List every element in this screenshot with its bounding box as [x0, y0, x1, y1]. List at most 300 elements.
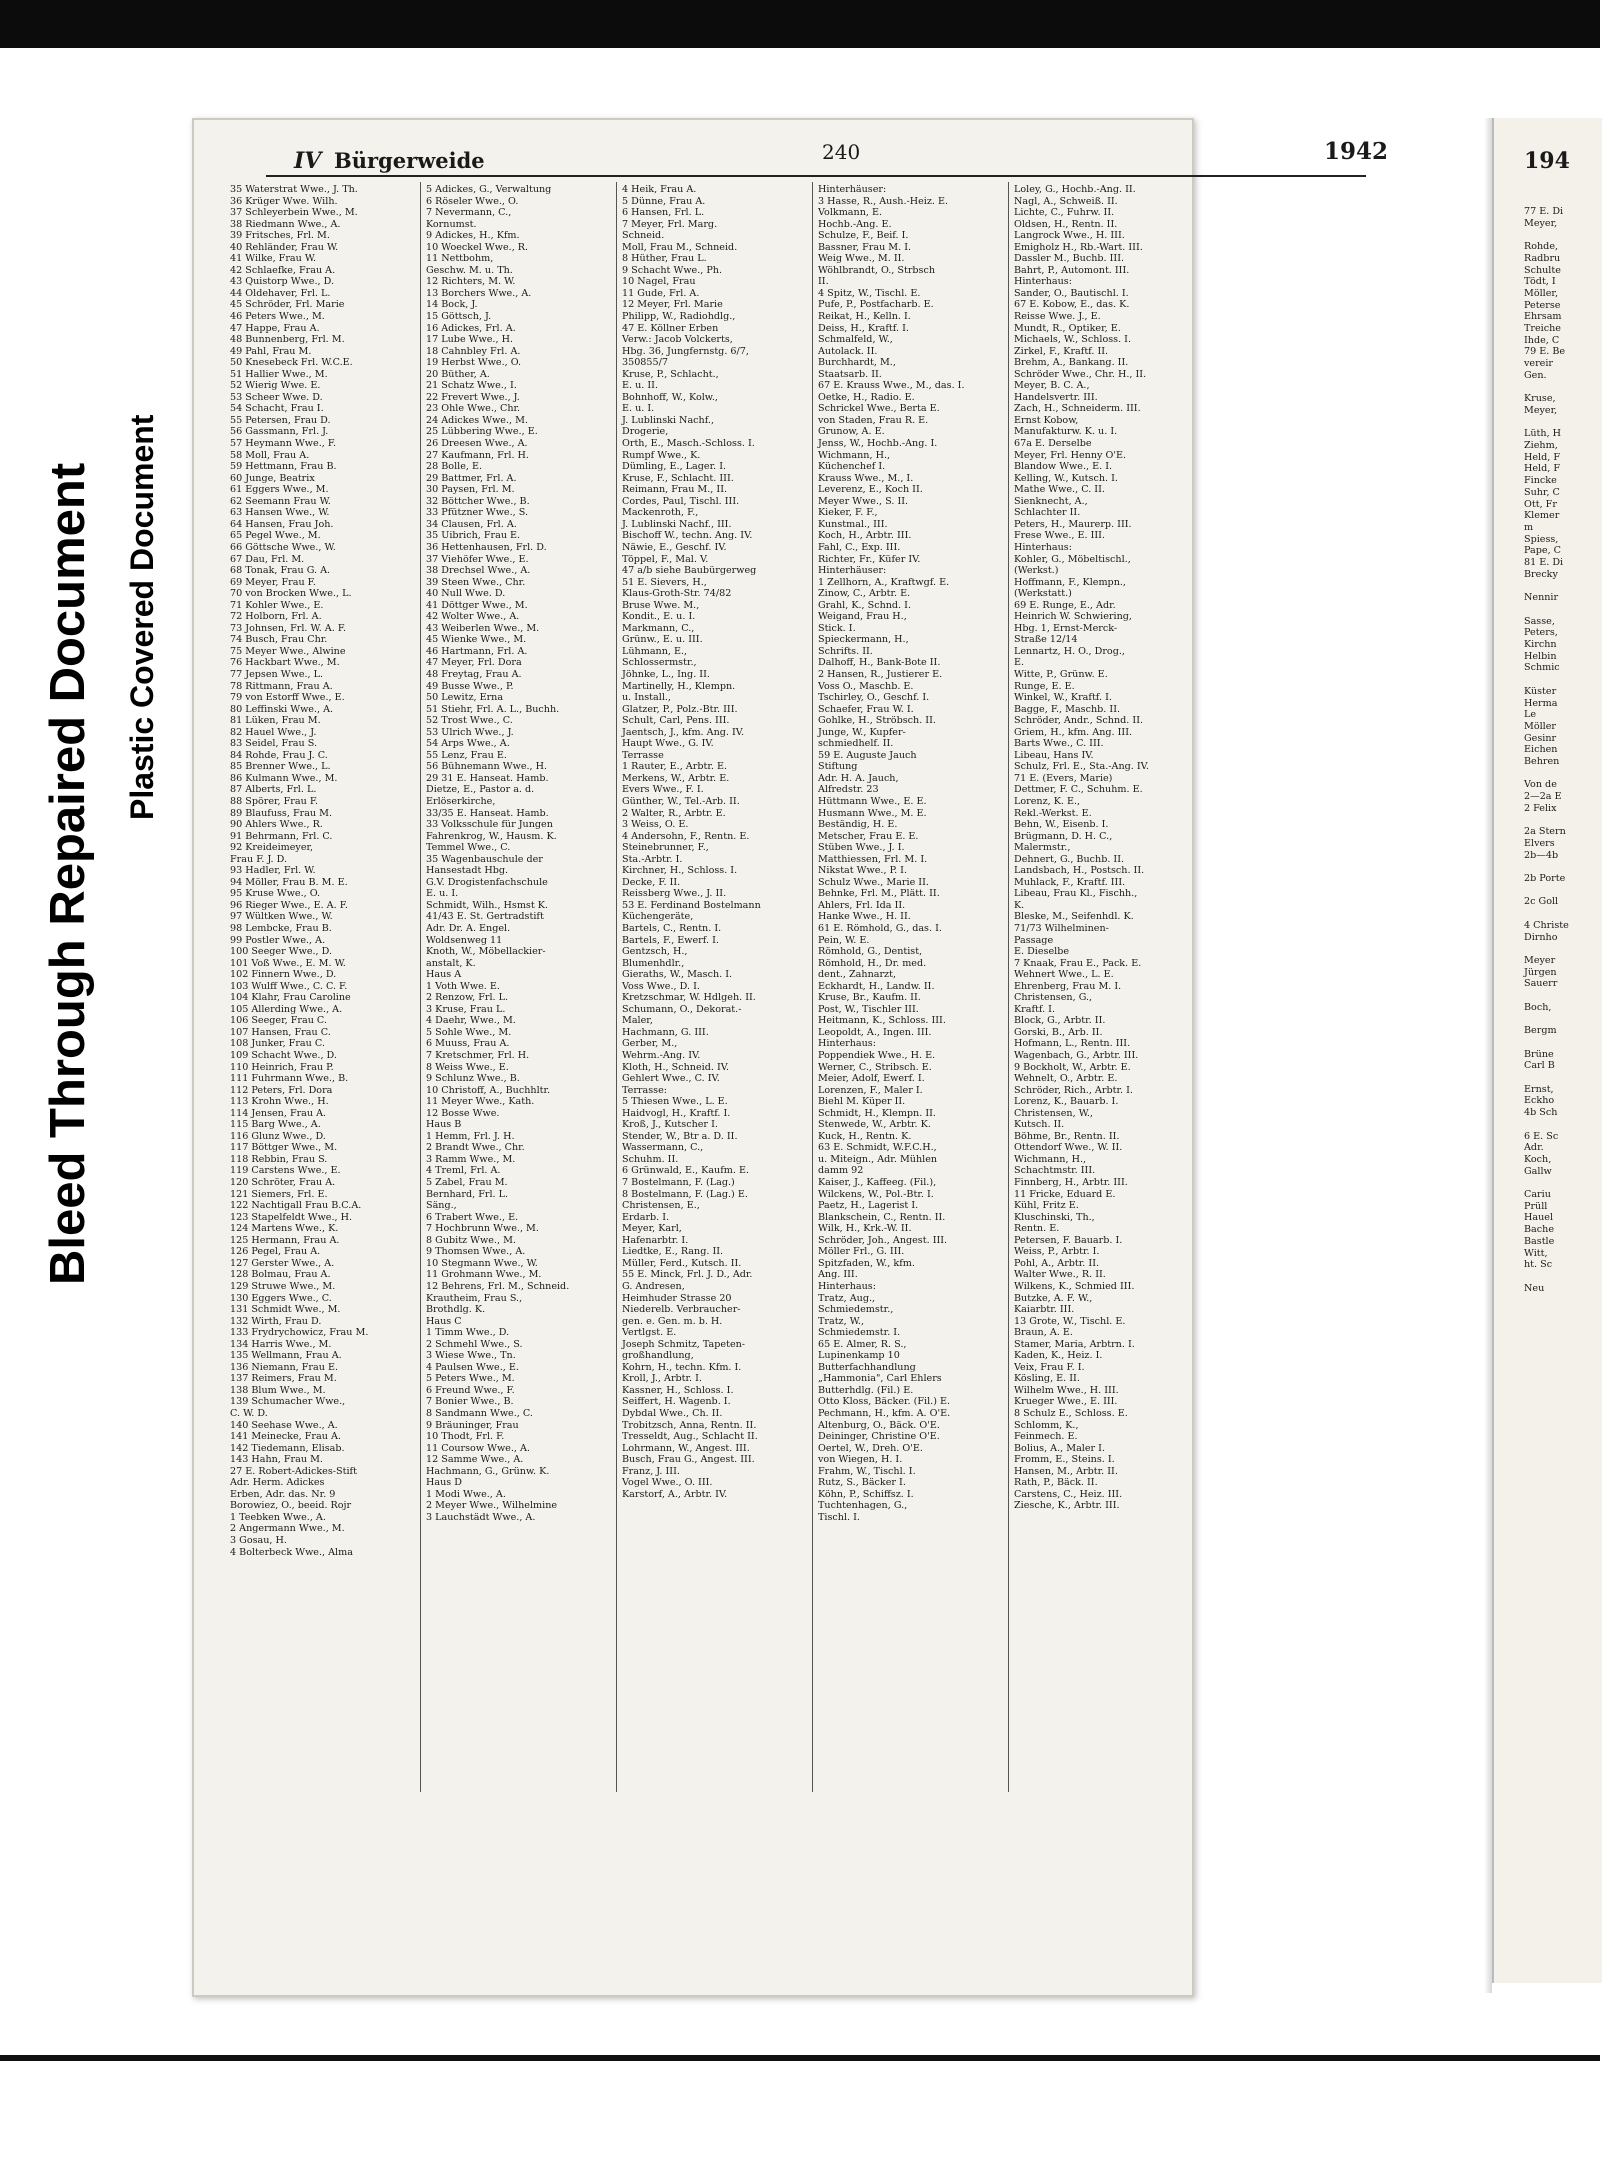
directory-entry: Bischoff W., techn. Ang. IV. — [622, 530, 753, 542]
directory-entry: Blandow Wwe., E. I. — [1014, 461, 1113, 473]
directory-entry: 140 Seehase Wwe., A. — [230, 1419, 338, 1431]
directory-entry: Behn, W., Eisenb. I. — [1014, 819, 1109, 831]
adjacent-entry: Behren — [1524, 756, 1560, 768]
directory-entry: Koch, H., Arbtr. III. — [818, 530, 912, 542]
directory-entry: dent., Zahnarzt, — [818, 969, 897, 981]
directory-entry: Wichmann, H., — [1014, 1153, 1087, 1165]
directory-entry: Dehnert, G., Buchb. II. — [1014, 853, 1125, 865]
directory-entry: 119 Carstens Wwe., E. — [230, 1165, 341, 1177]
directory-entry: 129 Struwe Wwe., M. — [230, 1280, 336, 1292]
directory-entry: 8 Weiss Wwe., E. — [426, 1061, 509, 1073]
directory-entry: 42 Wolter Wwe., A. — [426, 611, 520, 623]
directory-entry: Meyer Wwe., S. II. — [818, 495, 909, 507]
adjacent-entry — [1524, 1072, 1604, 1084]
directory-entry: Frahm, W., Tischl. I. — [818, 1465, 916, 1477]
directory-entry: Bleske, M., Seifenhdl. K. — [1014, 911, 1134, 923]
directory-entry: 45 Wienke Wwe., M. — [426, 634, 527, 646]
adjacent-entry: Möller, — [1524, 287, 1558, 299]
directory-entry: 6 Röseler Wwe., O. — [426, 195, 519, 207]
directory-entry: 71/73 Wilhelminen- — [1014, 923, 1109, 934]
adjacent-entry: Gallw — [1524, 1165, 1552, 1177]
directory-entry: 10 Nagel, Frau — [622, 276, 696, 288]
directory-entry: 127 Gerster Wwe., A. — [230, 1257, 335, 1269]
adjacent-entry — [1524, 861, 1604, 873]
directory-entry: Krauss Wwe., M., I. — [818, 472, 914, 484]
directory-entry: Dassler M., Buchb. III. — [1014, 253, 1125, 265]
directory-entry: 52 Trost Wwe., C. — [426, 715, 513, 727]
directory-entry: 90 Ahlers Wwe., R. — [230, 819, 323, 831]
directory-entry: Schulze, F., Beif. I. — [818, 230, 909, 242]
directory-entry: 5 Thiesen Wwe., L. E. — [622, 1096, 728, 1108]
directory-entry: Schmidt, Wilh., Hsmst K. — [426, 899, 548, 911]
adjacent-entry: Eckho — [1524, 1095, 1555, 1107]
directory-entry: Kohler, G., Möbeltischl., — [1014, 553, 1131, 565]
directory-entry: 29 31 E. Hanseat. Hamb. — [426, 772, 549, 784]
directory-entry: Tresseldt, Aug., Schlacht II. — [622, 1431, 758, 1443]
directory-entry: 12 Bosse Wwe. — [426, 1107, 500, 1119]
directory-entry: Biehl M. Küper II. — [818, 1096, 906, 1108]
adjacent-entry: 6 E. Sc — [1524, 1130, 1559, 1142]
directory-entry: Weiss, P., Arbtr. I. — [1014, 1246, 1100, 1258]
directory-entry: 2 Schmehl Wwe., S. — [426, 1338, 523, 1350]
adjacent-entry: Hauel — [1524, 1212, 1554, 1224]
directory-entry: „Hammonia", Carl Ehlers — [818, 1373, 942, 1385]
directory-entry: Temmel Wwe., C. — [426, 842, 511, 854]
directory-entry: 56 Gassmann, Frl. J. — [230, 426, 329, 438]
directory-entry: Weigand, Frau H., — [818, 611, 907, 623]
directory-entry: Lorenz, K., Bauarb. I. — [1014, 1096, 1119, 1108]
directory-entry: 45 Schröder, Frl. Marie — [230, 299, 345, 311]
directory-entry: Metscher, Frau E. E. — [818, 830, 919, 842]
directory-entry: Merkens, W., Arbtr. E. — [622, 772, 730, 784]
adjacent-entry: Held, F — [1524, 463, 1561, 475]
directory-entry: 109 Schacht Wwe., D. — [230, 1050, 337, 1062]
directory-entry: Stenwede, W., Arbtr. K. — [818, 1119, 931, 1131]
directory-entry: Decke, F. II. — [622, 876, 681, 888]
directory-entry: 128 Bolmau, Frau A. — [230, 1269, 331, 1281]
directory-entry: Trobitzsch, Anna, Rentn. II. — [622, 1419, 757, 1431]
directory-entry: 22 Frevert Wwe., J. — [426, 391, 520, 403]
directory-entry: Mundt, R., Optiker, E. — [1014, 322, 1121, 334]
directory-entry: Hüttmann Wwe., E. E. — [818, 795, 927, 807]
directory-entry: Voss Wwe., D. I. — [622, 980, 700, 992]
directory-entry: 67a E. Derselbe — [1014, 438, 1092, 450]
directory-entry: Schmidt, H., Klempn. II. — [818, 1107, 936, 1119]
directory-entry: 83 Seidel, Frau S. — [230, 738, 318, 750]
directory-entry: Hansestadt Hbg. — [426, 865, 509, 877]
directory-entry: Kroll, J., Arbtr. I. — [622, 1373, 702, 1385]
directory-entry: Bassner, Frau M. I. — [818, 241, 912, 253]
directory-entry: Carstens, C., Heiz. III. — [1014, 1488, 1123, 1500]
directory-entry: 92 Kreideimeyer, — [230, 842, 314, 854]
directory-entry: 3 Ramm Wwe., M. — [426, 1153, 516, 1165]
directory-entry: II. — [818, 276, 829, 288]
directory-entry: Christensen, G., — [1014, 992, 1093, 1004]
directory-entry: Richter, Fr., Küfer IV. — [818, 553, 921, 565]
directory-entry: Behnke, Frl. M., Plätt. II. — [818, 888, 940, 900]
directory-entry: 102 Finnern Wwe., D. — [230, 969, 337, 981]
directory-entry: 7 Hochbrunn Wwe., M. — [426, 1223, 539, 1235]
directory-entry: Hinterhäuser: — [818, 184, 887, 195]
directory-entry: 52 Wierig Wwe. E. — [230, 380, 321, 392]
directory-entry: 118 Rebbin, Frau S. — [230, 1153, 328, 1165]
directory-entry: Schröder, Joh., Angest. III. — [818, 1234, 948, 1246]
directory-entry: 7 Bonier Wwe., B. — [426, 1396, 514, 1408]
directory-entry: Runge, E. E. — [1014, 680, 1075, 692]
directory-entry: 9 Bockholt, W., Arbtr. E. — [1014, 1061, 1131, 1073]
directory-entry: Pechmann, H., kfm. A. O'E. — [818, 1407, 951, 1419]
directory-entry: Terrasse: — [622, 1084, 667, 1096]
directory-entry: Römhold, H., Dr. med. — [818, 957, 927, 969]
directory-entry: Moll, Frau M., Schneid. — [622, 241, 738, 253]
directory-entry: 8 Sandmann Wwe., C. — [426, 1407, 533, 1419]
directory-entry: 350855/7 — [622, 357, 668, 369]
adjacent-entry: Adr. — [1524, 1142, 1544, 1154]
directory-entry: Heitmann, K., Schloss. III. — [818, 1015, 946, 1027]
directory-entry: 94 Möller, Frau B. M. E. — [230, 876, 348, 888]
directory-entry: Rutz, S., Bäcker I. — [818, 1477, 906, 1489]
directory-entry: Hinterhaus: — [818, 1038, 876, 1050]
adjacent-entry: Brecky — [1524, 568, 1558, 580]
directory-entry: E. — [1014, 657, 1025, 669]
directory-entry: 82 Hauel Wwe., J. — [230, 726, 317, 738]
adjacent-entry: 77 E. Di — [1524, 206, 1564, 217]
directory-entry: Schröder, Rich., Arbtr. I. — [1014, 1084, 1133, 1096]
directory-entry: Kluschinski, Th., — [1014, 1211, 1095, 1223]
directory-entry: Tratz, W., — [818, 1315, 864, 1327]
directory-entry: u. Install., — [622, 692, 671, 704]
adjacent-entry — [1524, 1271, 1604, 1283]
directory-entry: 69 E. Runge, E., Adr. — [1014, 599, 1116, 611]
directory-entry: 49 Pahl, Frau M. — [230, 345, 312, 357]
directory-entry: Otto Kloss, Bäcker. (Fil.) E. — [818, 1396, 951, 1408]
directory-entry: Oertel, W., Dreh. O'E. — [818, 1442, 923, 1454]
directory-entry: 36 Hettenhausen, Frl. D. — [426, 541, 547, 553]
directory-entry: 1 Rauter, E., Arbtr. E. — [622, 761, 728, 773]
directory-entry: 1 Hemm, Frl. J. H. — [426, 1130, 515, 1142]
directory-entry: 135 Wellmann, Frau A. — [230, 1350, 342, 1362]
directory-entry: 106 Seeger, Frau C. — [230, 1015, 327, 1027]
directory-entry: Leopoldt, A., Ingen. III. — [818, 1026, 932, 1038]
adjacent-entry: Witt, — [1524, 1247, 1548, 1259]
directory-entry: Butzke, A. F. W., — [1014, 1292, 1093, 1304]
directory-entry: 111 Fuhrmann Wwe., B. — [230, 1073, 349, 1085]
directory-entry: 28 Bolle, E. — [426, 461, 483, 473]
directory-entry: 141 Meinecke, Frau A. — [230, 1431, 341, 1443]
directory-entry: Adr. H. A. Jauch, — [818, 772, 899, 784]
page-year: 1942 — [1324, 138, 1389, 165]
directory-entry: 8 Bostelmann, F. (Lag.) E. — [622, 1188, 748, 1200]
directory-entry: Kaiarbtr. III. — [1014, 1304, 1075, 1316]
adjacent-entry — [1524, 990, 1604, 1002]
directory-entry: Gehlert Wwe., C. IV. — [622, 1073, 720, 1085]
directory-entry: Adr. Herm. Adickes — [230, 1477, 325, 1489]
directory-entry: Hinterhäuser: — [818, 565, 887, 577]
directory-entry: 65 E. Almer, R. S., — [818, 1338, 907, 1350]
adjacent-entry: Pape, C — [1524, 545, 1562, 557]
directory-entry: Kondit., E. u. I. — [622, 611, 696, 623]
directory-entry: 134 Harris Wwe., M. — [230, 1338, 332, 1350]
directory-entry: Haus D — [426, 1477, 462, 1489]
adjacent-entry: 2 Felix — [1524, 802, 1557, 814]
directory-entry: 7 Knaak, Frau E., Pack. E. — [1014, 957, 1142, 969]
directory-entry: Grünw., E. u. III. — [622, 634, 703, 646]
directory-entry: 23 Ohle Wwe., Chr. — [426, 403, 521, 415]
directory-entry: 132 Wirth, Frau D. — [230, 1315, 322, 1327]
directory-entry: 39 Fritsches, Frl. M. — [230, 230, 330, 242]
adjacent-entry: Treiche — [1524, 323, 1561, 335]
adjacent-entry: Ernst, — [1524, 1083, 1554, 1095]
adjacent-entry: Ott, Fr — [1524, 498, 1557, 510]
directory-entry: Maler, — [622, 1015, 653, 1027]
adjacent-entry: Kirchn — [1524, 639, 1557, 651]
adjacent-entry: Peterse — [1524, 299, 1561, 311]
directory-entry: Passage — [1014, 934, 1054, 946]
directory-entry: Malermstr., — [1014, 842, 1071, 854]
directory-entry: Erben, Adr. das. Nr. 9 — [230, 1488, 336, 1500]
directory-entry: Köhn, P., Schiffsz. I. — [818, 1488, 914, 1500]
directory-entry: Erdarb. I. — [622, 1211, 670, 1223]
directory-entry: 61 E. Römhold, G., das. I. — [818, 923, 942, 934]
directory-entry: Glatzer, P., Polz.-Btr. III. — [622, 703, 738, 715]
adjacent-entry: Elvers — [1524, 837, 1555, 849]
directory-entry: Lichte, C., Fuhrw. II. — [1014, 207, 1115, 219]
directory-entry: Veix, Frau F. I. — [1014, 1361, 1085, 1373]
directory-entry: Bohnhoff, W., Kolw., — [622, 391, 718, 403]
directory-entry: Zinow, C., Arbtr. E. — [818, 588, 911, 600]
directory-entry: 8 Hüther, Frau L. — [622, 253, 707, 265]
adjacent-entry: 2c Goll — [1524, 896, 1559, 908]
directory-entry: Beständig, H. E. — [818, 819, 898, 831]
adjacent-entry — [1524, 1177, 1604, 1189]
directory-entry: 4 Andersohn, F., Rentn. E. — [622, 830, 750, 842]
directory-entry: 35 Waterstrat Wwe., J. Th. — [230, 184, 358, 195]
directory-entry: 5 Adickes, G., Verwaltung — [426, 184, 552, 195]
directory-entry: Wagenbach, G., Arbtr. III. — [1014, 1050, 1139, 1062]
directory-entry: Spitzfaden, W., kfm. — [818, 1257, 915, 1269]
directory-entry: Michaels, W., Schloss. I. — [1014, 334, 1132, 346]
directory-entry: Oetke, H., Radio. E. — [818, 391, 915, 403]
directory-entry: Kruse, Br., Kaufm. II. — [818, 992, 921, 1004]
directory-entry: 124 Martens Wwe., K. — [230, 1223, 339, 1235]
directory-entry: 19 Herbst Wwe., O. — [426, 357, 522, 369]
adjacent-entry: 4 Christe — [1524, 919, 1569, 931]
adjacent-entry: 2b Porte — [1524, 873, 1566, 885]
directory-entry: Busch, Frau G., Angest. III. — [622, 1454, 755, 1466]
directory-entry: 4 Treml, Frl. A. — [426, 1165, 501, 1177]
directory-entry: Geschw. M. u. Th. — [426, 264, 513, 276]
adjacent-entry — [1524, 908, 1604, 920]
directory-entry: Schlossermstr., — [622, 657, 697, 669]
directory-entry: 69 Meyer, Frau F. — [230, 576, 316, 588]
directory-entry: Staatsarb. II. — [818, 368, 882, 380]
adjacent-entry: Held, F — [1524, 451, 1561, 463]
directory-entry: Grahl, K., Schnd. I. — [818, 599, 912, 611]
adjacent-entry: Ihde, C — [1524, 334, 1560, 346]
directory-entry: 4 Bolterbeck Wwe., Alma — [230, 1546, 353, 1558]
directory-entry: Erlöserkirche, — [426, 795, 496, 807]
directory-entry: Schumann, O., Dekorat.- — [622, 1003, 742, 1015]
directory-entry: Hbg. 1, Ernst-Merck- — [1014, 622, 1118, 634]
directory-entry: Sienknecht, A., — [1014, 495, 1088, 507]
directory-entry: damm 92 — [818, 1165, 864, 1177]
directory-entry: Reisse Wwe. J., E. — [1014, 311, 1101, 323]
directory-entry: Tschirley, O., Geschf. I. — [818, 692, 930, 704]
directory-entry: E. u. II. — [622, 380, 659, 392]
directory-entry: 50 Lewitz, Erna — [426, 692, 504, 704]
adjacent-entry: Meyer, — [1524, 404, 1558, 416]
directory-entry: Schlomm, K., — [1014, 1419, 1079, 1431]
directory-entry: Stick. I. — [818, 622, 856, 634]
directory-entry: gen. e. Gen. m. b. H. — [622, 1315, 723, 1327]
directory-entry: 4 Paulsen Wwe., E. — [426, 1361, 519, 1373]
directory-entry: Stiftung — [818, 761, 858, 773]
directory-entry: Poppendiek Wwe., H. E. — [818, 1050, 936, 1062]
directory-entry: Rumpf Wwe., K. — [622, 449, 701, 461]
column-divider — [812, 182, 813, 1792]
adjacent-entry: Gen. — [1524, 369, 1547, 381]
column-divider — [616, 182, 617, 1792]
directory-entry: Ahlers, Frl. Ida II. — [818, 899, 906, 911]
directory-entry: Schulz, Frl. E., Sta.-Ang. IV. — [1014, 761, 1149, 773]
directory-entry: von Staden, Frau R. E. — [818, 414, 929, 426]
directory-entry: 46 Peters Wwe., M. — [230, 311, 325, 323]
directory-entry: Ottendorf Wwe., W. II. — [1014, 1142, 1123, 1154]
directory-entry: 43 Weiberlen Wwe., M. — [426, 622, 540, 634]
directory-entry: 117 Böttger Wwe., M. — [230, 1142, 338, 1154]
directory-entry: 6 Hansen, Frl. L. — [622, 207, 705, 219]
directory-entry: 123 Stapelfeldt Wwe., H. — [230, 1211, 353, 1223]
directory-entry: Haidvogl, H., Kraftf. I. — [622, 1107, 731, 1119]
directory-entry: 1 Teebken Wwe., A. — [230, 1511, 326, 1523]
adjacent-entry: Eichen — [1524, 744, 1558, 756]
adjacent-entry: Klemer — [1524, 510, 1560, 522]
directory-entry: 13 Borchers Wwe., A. — [426, 287, 532, 299]
directory-entry: Brügmann, D. H. C., — [1014, 830, 1113, 842]
directory-entry: 131 Schmidt Wwe., M. — [230, 1304, 341, 1316]
directory-entry: 42 Schlaefke, Frau A. — [230, 264, 336, 276]
directory-entry: E. u. I. — [622, 403, 655, 415]
adjacent-entry: 4b Sch — [1524, 1107, 1558, 1119]
directory-entry: Martinelly, H., Klempn. — [622, 680, 736, 692]
directory-entry: Barts Wwe., C. III. — [1014, 738, 1104, 750]
directory-entry: 37 Schleyerbein Wwe., M. — [230, 207, 358, 219]
directory-entry: Günther, W., Tel.-Arb. II. — [622, 795, 740, 807]
directory-entry: Hofmann, L., Rentn. III. — [1014, 1038, 1131, 1050]
directory-entry: 21 Schatz Wwe., I. — [426, 380, 517, 392]
bleed-through-label: Bleed Through Repaired Document — [41, 462, 95, 1285]
directory-entry: 95 Kruse Wwe., O. — [230, 888, 321, 900]
directory-entry: 9 Adickes, H., Kfm. — [426, 230, 520, 242]
directory-entry: 34 Clausen, Frl. A. — [426, 518, 517, 530]
directory-entry: Gerber, M., — [622, 1038, 678, 1050]
directory-entry: 110 Heinrich, Frau P. — [230, 1061, 334, 1073]
adjacent-entry: Kruse, — [1524, 393, 1556, 405]
directory-entry: Deininger, Christine O'E. — [818, 1431, 940, 1443]
directory-entry: 100 Seeger Wwe., D. — [230, 946, 333, 958]
adjacent-entry: Lüth, H — [1524, 428, 1562, 440]
directory-entry: Kaiser, J., Kaffeeg. (Fil.), — [818, 1177, 937, 1189]
directory-entry: 7 Kretschmer, Frl. H. — [426, 1050, 530, 1062]
directory-entry: 47 a/b siehe Baubürgerweg — [622, 565, 757, 577]
adjacent-entry: m — [1524, 521, 1534, 533]
directory-entry: Liedtke, E., Rang. II. — [622, 1246, 724, 1258]
directory-entry: 12 Meyer, Frl. Marie — [622, 299, 723, 311]
directory-entry: Orth, E., Masch.-Schloss. I. — [622, 438, 755, 450]
directory-entry: Post, W., Tischler III. — [818, 1003, 919, 1015]
adjacent-entry — [1524, 417, 1604, 429]
directory-entry: Franz, J. III. — [622, 1465, 680, 1477]
adjacent-entry: Schulte — [1524, 264, 1561, 276]
directory-entry: 85 Brenner Wwe., L. — [230, 761, 331, 773]
directory-entry: 48 Bunnenberg, Frl. M. — [230, 334, 345, 346]
directory-entry: Küchengeräte, — [622, 911, 694, 923]
directory-entry: 73 Johnsen, Frl. W. A. F. — [230, 622, 347, 634]
adjacent-entry: Boch, — [1524, 1001, 1552, 1013]
directory-entry: Braun, A. E. — [1014, 1327, 1073, 1339]
directory-entry: 47 Meyer, Frl. Dora — [426, 657, 522, 669]
directory-entry: Wehnelt, O., Arbtr. E. — [1014, 1073, 1118, 1085]
directory-entry: Dybdal Wwe., Ch. II. — [622, 1407, 723, 1419]
directory-entry: Schrifts. II. — [818, 645, 873, 657]
adjacent-entry: Bergm — [1524, 1025, 1557, 1037]
directory-entry: 54 Schacht, Frau I. — [230, 403, 324, 415]
directory-entry: Emigholz H., Rb.-Wart. III. — [1014, 241, 1143, 253]
directory-entry: Muhlack, F., Kraftf. III. — [1014, 876, 1126, 888]
directory-entry: Hoffmann, F., Klempn., — [1014, 576, 1126, 588]
adjacent-entry — [1524, 674, 1604, 686]
directory-entry: Brehm, A., Bankang. II. — [1014, 357, 1129, 369]
adjacent-entry: Von de — [1524, 779, 1557, 791]
directory-entry: 25 Lübbering Wwe., E. — [426, 426, 538, 438]
directory-entry: Lorenzen, F., Maler I. — [818, 1084, 923, 1096]
directory-entry: 10 Stegmann Wwe., W. — [426, 1257, 538, 1269]
directory-entry: 12 Behrens, Frl. M., Schneid. — [426, 1280, 570, 1292]
directory-entry: Schlachter II. — [1014, 507, 1081, 519]
directory-entry: 63 Hansen Wwe., W. — [230, 507, 330, 519]
directory-entry: Seiffert, H. Wagenb. I. — [622, 1396, 731, 1408]
directory-entry: Hafenarbtr. I. — [622, 1234, 689, 1246]
directory-entry: Husmann Wwe., M. E. — [818, 807, 927, 819]
directory-entry: Zach, H., Schneiderm. III. — [1014, 403, 1141, 415]
directory-entry: 10 Woeckel Wwe., R. — [426, 241, 529, 253]
directory-entry: Butterhdlg. (Fil.) E. — [818, 1384, 914, 1396]
directory-entry: Bolius, A., Maler I. — [1014, 1442, 1106, 1454]
directory-entry: Autolack. II. — [818, 345, 878, 357]
directory-entry: 55 E. Minck, Frl. J. D., Adr. — [622, 1269, 753, 1281]
directory-entry: Meyer, Karl, — [622, 1223, 682, 1235]
directory-entry: 41 Wilke, Frau W. — [230, 253, 317, 265]
street-name: Bürgerweide — [334, 148, 485, 173]
directory-entry: Lohrmann, W., Angest. III. — [622, 1442, 750, 1454]
directory-entry: Hinterhaus: — [1014, 276, 1072, 288]
directory-entry: 46 Hartmann, Frl. A. — [426, 645, 528, 657]
adjacent-entry — [1524, 943, 1604, 955]
directory-entry: 98 Lembcke, Frau B. — [230, 923, 332, 934]
directory-entry: Wehnert Wwe., L. E. — [1014, 969, 1114, 981]
directory-entry: 4 Daehr, Wwe., M. — [426, 1015, 516, 1027]
directory-entry: Libeau, Hans IV. — [1014, 749, 1094, 761]
directory-entry: 99 Postler Wwe., A. — [230, 934, 326, 946]
directory-entry: Kassner, H., Schloss. I. — [622, 1384, 734, 1396]
directory-entry: Matthiessen, Frl. M. I. — [818, 853, 928, 865]
directory-entry: 40 Null Wwe. D. — [426, 588, 506, 600]
directory-entry: Pein, W. E. — [818, 934, 870, 946]
adjacent-entry — [1524, 885, 1604, 897]
adjacent-entry — [1524, 581, 1604, 593]
directory-entry: Spieckermann, H., — [818, 634, 909, 646]
directory-entry: 79 von Estorff Wwe., E. — [230, 692, 345, 704]
